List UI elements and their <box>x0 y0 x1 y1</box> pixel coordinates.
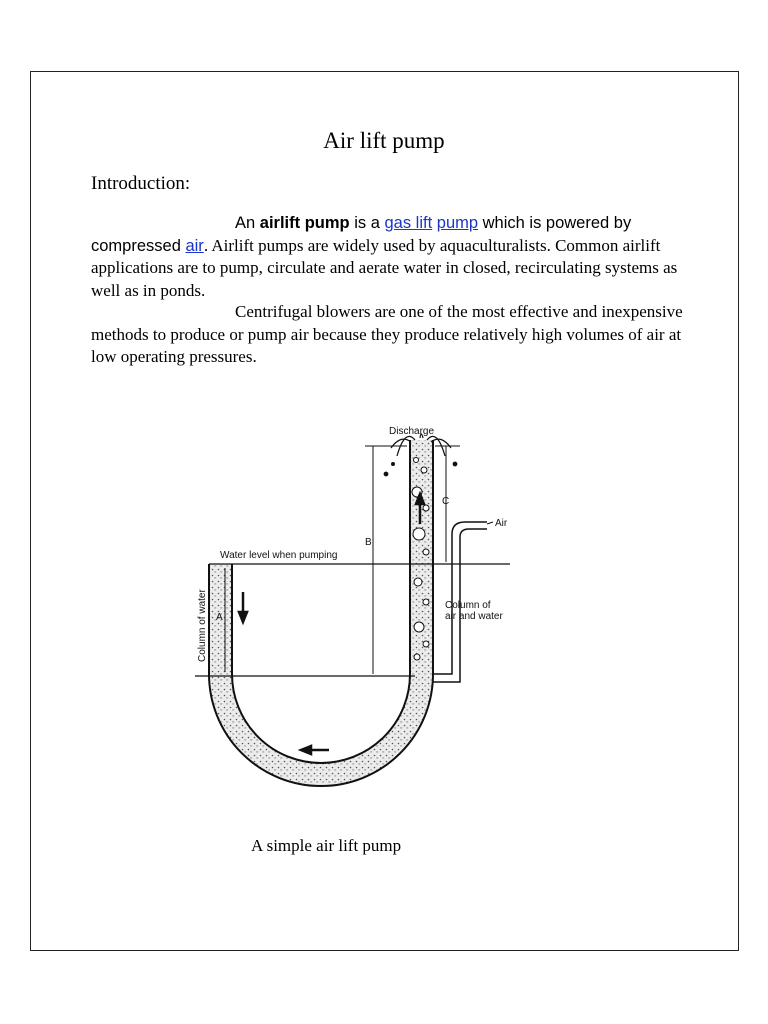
para2-text: Centrifugal blowers are one of the most effective and inexpensive methods to produce or pump air because they produce relatively high volumes of air at low operating pressures. <box>91 302 683 366</box>
label-discharge: Discharge <box>389 426 435 437</box>
label-column-air-water-2: air and water <box>445 611 503 622</box>
u-tube-inner-wall <box>232 440 410 763</box>
label-column-of-water: Column of water <box>197 589 208 662</box>
document-title: Air lift pump <box>323 128 445 153</box>
figure-caption: A simple air lift pump <box>251 836 402 855</box>
label-column-air-water-1: Column of <box>445 600 491 611</box>
label-water-level: Water level when pumping <box>220 550 338 561</box>
gas-lift-link[interactable]: gas lift <box>384 214 433 232</box>
para1-text-3: which is powered by compressed <box>91 214 632 255</box>
para1-text-1: An <box>235 214 260 232</box>
airlift-pump-diagram <box>115 412 625 792</box>
flow-arrows <box>239 494 424 754</box>
air-pointer <box>487 522 493 524</box>
pump-link[interactable]: pump <box>436 214 479 232</box>
airlift-pump-term: airlift pump <box>259 214 350 232</box>
label-b: B <box>365 537 372 548</box>
para1-text-2: is a <box>349 214 385 232</box>
introduction-heading: Introduction: <box>91 173 191 194</box>
label-a: A <box>216 612 223 623</box>
air-link[interactable]: air <box>185 236 204 255</box>
blowers-paragraph <box>91 301 691 369</box>
label-air: Air <box>495 518 508 529</box>
label-c: C <box>442 496 450 507</box>
para1-text-4: . Airlift pumps are widely used by aquaculturalists. Common airlift applications are to pump, circulate and aerate water in closed, recirculating systems as well as in ponds. <box>91 235 678 300</box>
intro-paragraph <box>91 212 691 302</box>
